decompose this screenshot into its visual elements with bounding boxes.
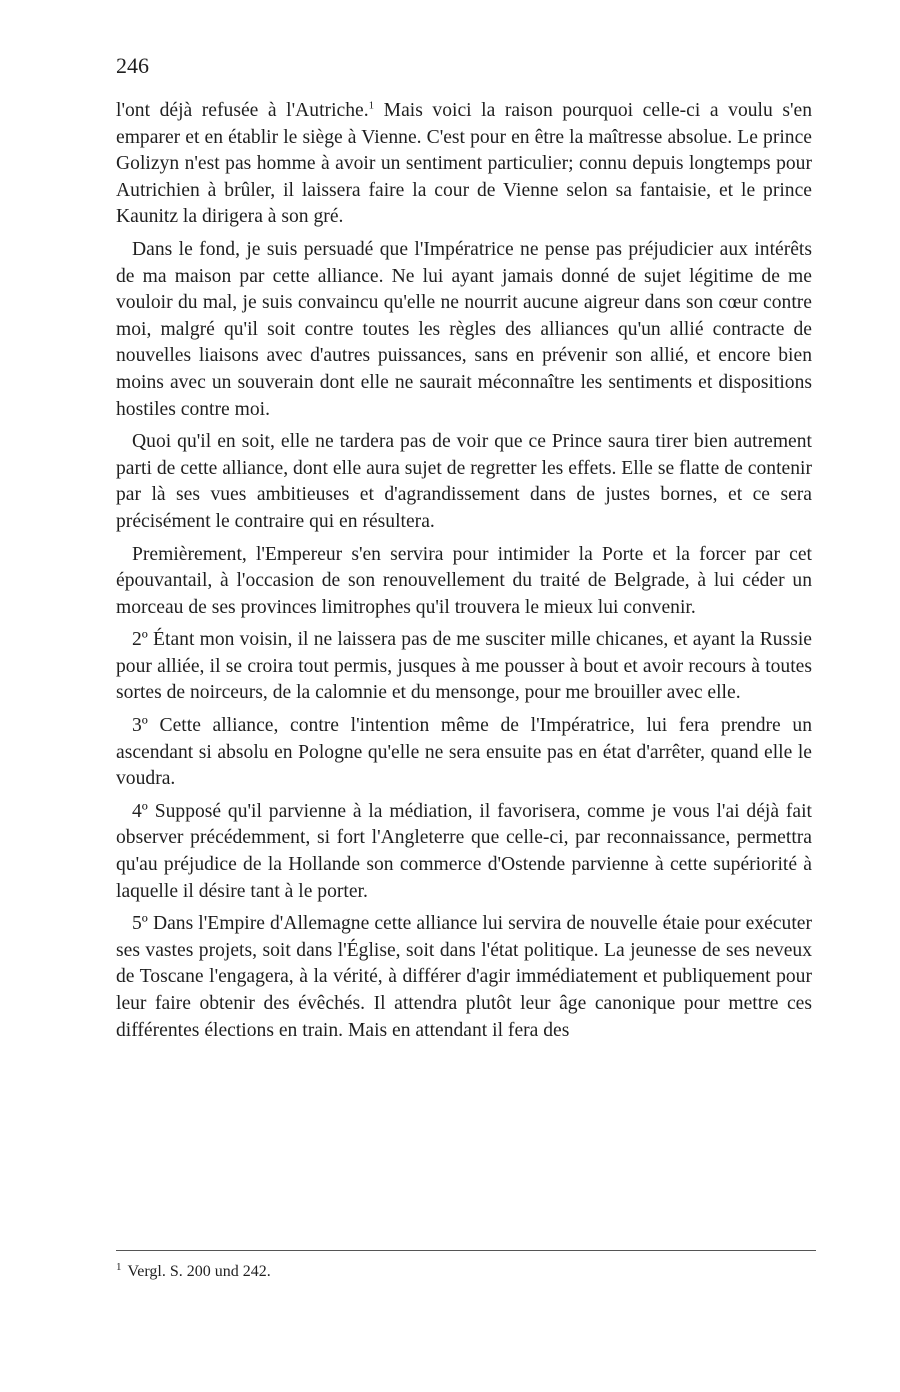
footnote: [116, 1261, 271, 1283]
paragraph-3: Quoi qu'il en soit, elle ne tardera pas de voir que ce Prince saura tirer bien autrement parti de cette alliance, dont elle aura sujet de regretter les effets. Elle se flatte de contenir par là ses vues ambitieuses et d'agrandissement dans de justes bornes, et ce sera précisément le contraire qui en résultera.: [116, 431, 812, 532]
paragraph-1-text-continued: Mais voici la raison pourquoi celle-ci a voulu s'en emparer et en établir le siège à Vienne. C'est pour en être la maîtresse absolue. Le prince Golizyn n'est pas homme à avoir un sentiment particulier; connu depuis longtemps pour Autrichien à brûler, il laissera faire la cour de Vienne selon sa fantaisie, et le prince Kaunitz la dirigera à son gré.: [116, 100, 812, 228]
page-number: 246: [116, 53, 149, 78]
paragraph-2: Dans le fond, je suis persuadé que l'Impératrice ne pense pas préjudicier aux intérêts de ma maison par cette alliance. Ne lui ayant jamais donné de sujet légitime de me vouloir du mal, je suis convaincu qu'elle ne nourrit aucune aigreur dans son cœur contre moi, malgré qu'il soit contre toutes les règles des alliances qu'un allié contracte de nouvelles liaisons avec d'autres puissances, sans en prévenir son allié, et encore bien moins avec un souverain dont elle ne saurait méconnaître les sentiments et dispositions hostiles contre moi.: [116, 238, 812, 420]
book-page: [116, 0, 812, 1392]
body-text: [116, 98, 812, 1050]
paragraph-6: 3º Cette alliance, contre l'intention même de l'Impératrice, lui fera prendre un ascendant si absolu en Pologne qu'elle ne sera ensuite pas en état d'arrêter, quand elle le voudra.: [116, 715, 812, 790]
paragraph-5: 2º Étant mon voisin, il ne laissera pas de me susciter mille chicanes, et ayant la Russie pour alliée, il se croira tout permis, jusques à me pousser à bout et avoir recours à toutes sortes de noirceurs, de la calomnie et du mensonge, pour me brouiller avec elle.: [116, 629, 812, 704]
paragraph-8: 5º Dans l'Empire d'Allemagne cette alliance lui servira de nouvelle étaie pour exécuter ses vastes projets, soit dans l'Église, soit dans l'état politique. La jeunesse de ses neveux de Toscane l'engagera, à la vérité, à différer d'agir immédiatement et publiquement pour leur faire obtenir des évêchés. Il attendra plutôt leur âge canonique pour mettre ces différentes élections en train. Mais en attendant il fera des: [116, 913, 812, 1041]
footnote-divider: [116, 1250, 816, 1251]
paragraph-7: 4º Supposé qu'il parvienne à la médiation, il favorisera, comme je vous l'ai déjà fait observer précédemment, si fort l'Angleterre que celle-ci, par reconnaissance, permettra qu'au préjudice de la Hollande son commerce d'Ostende parvienne à cette supériorité à laquelle il désire tant à le porter.: [116, 800, 812, 902]
footnote-text: Vergl. S. 200 und 242.: [127, 1263, 271, 1280]
paragraph-1-text: l'ont déjà refusée à l'Autriche.: [116, 100, 369, 121]
paragraph-4: Premièrement, l'Empereur s'en servira pour intimider la Porte et la forcer par cet épouvantail, à l'occasion de son renouvellement du traité de Belgrade, à lui céder un morceau de ses provinces limitrophes qu'il trouvera le mieux lui convenir.: [116, 543, 812, 618]
footnote-reference: 1: [368, 99, 375, 112]
paragraph-1: [116, 98, 812, 231]
footnote-mark: 1: [116, 1260, 122, 1273]
